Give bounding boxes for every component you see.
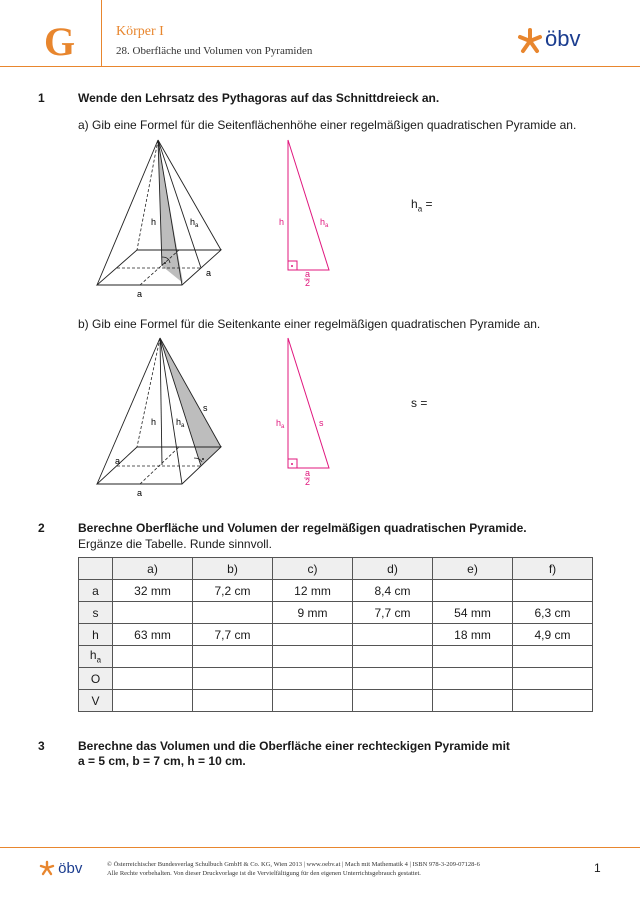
task-3-line-1: Berechne das Volumen und die Oberfläche einer rechteckigen Pyramide mit: [78, 739, 510, 753]
table-cell[interactable]: 7,2 cm: [193, 580, 273, 602]
table-cell[interactable]: [353, 668, 433, 690]
fig-a-h-label: h: [151, 217, 157, 227]
task-2-subtitle: Ergänze die Tabelle. Runde sinnvoll.: [78, 537, 272, 551]
fig-b-s-label: s: [203, 403, 208, 413]
fig-a-ha-label: $h_a$: [190, 217, 199, 229]
table-row: [79, 690, 593, 712]
table-cell[interactable]: 63 mm: [113, 624, 193, 646]
answer-ha: $h_a$ =: [411, 197, 433, 214]
header-divider: [101, 0, 102, 66]
table-cell[interactable]: [433, 580, 513, 602]
table-cell[interactable]: [353, 690, 433, 712]
table-header-cell: a): [113, 558, 193, 580]
table-cell[interactable]: 8,4 cm: [353, 580, 433, 602]
svg-text:a: a: [305, 269, 311, 279]
task-3-number: 3: [38, 739, 45, 753]
table-cell[interactable]: [113, 646, 193, 668]
tri-a-fraction: [304, 269, 310, 288]
answer-s: s =: [411, 396, 428, 410]
table-row: [79, 602, 593, 624]
fig-a-base-label: a: [137, 289, 143, 299]
table-cell[interactable]: [513, 646, 593, 668]
table-cell[interactable]: [353, 646, 433, 668]
table-cell[interactable]: 18 mm: [433, 624, 513, 646]
fig-b-side-label: a: [115, 456, 121, 466]
table-row: [79, 580, 593, 602]
footer-copyright-line-2: Alle Rechte vorbehalten. Von dieser Druckvorlage ist die Vervielfältigung für den eigenen Unterrichtsgebrauch gestattet.: [107, 870, 421, 877]
table-header-cell: c): [273, 558, 353, 580]
chapter-letter: G: [44, 19, 76, 64]
triangle-figure-b: [270, 333, 350, 493]
svg-text:2: 2: [305, 477, 311, 487]
footer-copyright: [107, 860, 480, 878]
tri-b-fraction: [304, 468, 310, 487]
pyramid-figure-a: [90, 135, 290, 305]
table-cell[interactable]: [513, 690, 593, 712]
table-row: [79, 646, 593, 668]
table-cell[interactable]: [273, 668, 353, 690]
svg-text:2: 2: [305, 278, 311, 288]
table-cell[interactable]: 32 mm: [113, 580, 193, 602]
table-cell[interactable]: [113, 602, 193, 624]
fig-b-h-label: h: [151, 417, 157, 427]
tri-a-ha-label: $h_a$: [320, 217, 329, 229]
table-cell[interactable]: 6,3 cm: [513, 602, 593, 624]
row-label: O: [79, 668, 113, 690]
table-cell[interactable]: [433, 668, 513, 690]
table-cell[interactable]: 9 mm: [273, 602, 353, 624]
task-1b-text: b) Gib eine Formel für die Seitenkante einer regelmäßigen quadratischen Pyramide an.: [78, 317, 541, 331]
row-label: V: [79, 690, 113, 712]
row-label: $h_a$: [79, 646, 113, 668]
table-header-cell: b): [193, 558, 273, 580]
task-2-title: Berechne Oberfläche und Volumen der regelmäßigen quadratischen Pyramide.: [78, 521, 527, 535]
task-1-number: 1: [38, 91, 45, 105]
table-cell[interactable]: [193, 690, 273, 712]
footer-logo-text: öbv: [58, 860, 83, 877]
footer-logo: [40, 860, 82, 877]
table-cell[interactable]: [273, 646, 353, 668]
publisher-logo-text: öbv: [545, 26, 581, 51]
row-label: h: [79, 624, 113, 646]
table-cell[interactable]: [433, 690, 513, 712]
table-row: [79, 624, 593, 646]
table-cell[interactable]: [353, 624, 433, 646]
table-cell[interactable]: 12 mm: [273, 580, 353, 602]
table-cell[interactable]: [433, 646, 513, 668]
footer-rule: [0, 847, 640, 848]
table-cell[interactable]: 7,7 cm: [353, 602, 433, 624]
fig-a-side-label: a: [206, 268, 212, 278]
chapter-title: Körper I: [116, 24, 164, 39]
table-cell[interactable]: [273, 624, 353, 646]
tri-b-s-label: s: [319, 418, 324, 428]
table-cell[interactable]: [113, 668, 193, 690]
pyramid-figure-b: [90, 333, 290, 503]
task-1-title: Wende den Lehrsatz des Pythagoras auf das Schnittdreieck an.: [78, 91, 440, 105]
table-cell[interactable]: [193, 668, 273, 690]
row-label: s: [79, 602, 113, 624]
table-header-cell: d): [353, 558, 433, 580]
table-header-cell: f): [513, 558, 593, 580]
table-row: [79, 668, 593, 690]
values-table: [78, 557, 593, 712]
table-cell[interactable]: [513, 668, 593, 690]
fig-b-ha-label: $h_a$: [176, 417, 185, 429]
star-icon: [517, 28, 543, 54]
footer-copyright-line-1: © Österreichischer Bundesverlag Schulbuch GmbH & Co. KG, Wien 2013 | www.oebv.at | Mach mit Mathematik 4 | ISBN 978-3-209-07128-6: [107, 861, 480, 868]
chapter-subtitle: 28. Oberfläche und Volumen von Pyramiden: [116, 45, 313, 57]
footer-star-icon: [40, 861, 54, 875]
table-cell[interactable]: [113, 690, 193, 712]
table-cell[interactable]: [273, 690, 353, 712]
table-header-cell: e): [433, 558, 513, 580]
table-cell[interactable]: 7,7 cm: [193, 624, 273, 646]
task-2-number: 2: [38, 521, 45, 535]
page-number: 1: [594, 861, 601, 875]
table-cell[interactable]: [193, 646, 273, 668]
table-cell[interactable]: [193, 602, 273, 624]
task-1a-text: a) Gib eine Formel für die Seitenflächenhöhe einer regelmäßigen quadratischen Pyramide an.: [78, 118, 577, 132]
table-cell[interactable]: 4,9 cm: [513, 624, 593, 646]
svg-text:a: a: [305, 468, 311, 478]
triangle-figure-a: [270, 135, 350, 295]
table-header-row: [79, 558, 593, 580]
tri-a-h-label: h: [279, 217, 285, 227]
tri-b-ha-label: $h_a$: [276, 418, 285, 430]
fig-b-base-label: a: [137, 488, 143, 498]
task-3-line-2: a = 5 cm, b = 7 cm, h = 10 cm.: [78, 754, 246, 768]
row-label: a: [79, 580, 113, 602]
publisher-logo: [517, 26, 597, 56]
table-cell[interactable]: [513, 580, 593, 602]
table-cell[interactable]: 54 mm: [433, 602, 513, 624]
header-rule: [0, 66, 640, 67]
